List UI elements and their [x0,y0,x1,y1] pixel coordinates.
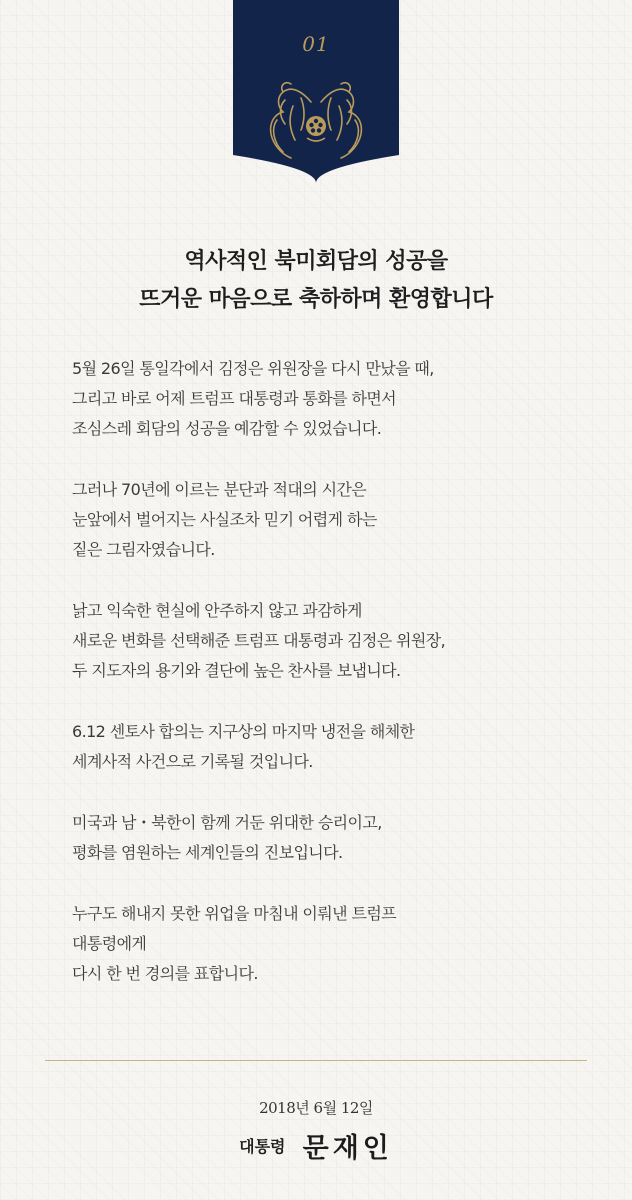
body-line: 세계사적 사건으로 기록될 것입니다. [72,752,313,771]
body-line: 새로운 변화를 선택해준 트럼프 대통령과 김정은 위원장, [72,631,446,650]
headline-line-1: 역사적인 북미회담의 성공을 [184,249,448,274]
body-line: 누구도 해내지 못한 위업을 마침내 이뤄낸 트럼프 [72,904,397,923]
body-line: 두 지도자의 용기와 결단에 높은 찬사를 보냅니다. [72,661,401,680]
signature-block [0,1126,632,1165]
gold-divider [45,1060,587,1061]
body-line: 5월 26일 통일각에서 김정은 위원장을 다시 만났을 때, [72,359,434,378]
paragraph-2 [72,475,592,565]
signature-date: 2018년 6월 12일 [259,1099,373,1117]
body-line: 평화를 염원하는 세계인들의 진보입니다. [72,843,343,862]
paragraph-1 [72,354,592,444]
headline [0,243,632,319]
paragraph-4 [72,717,592,777]
paragraph-6 [72,899,592,989]
section-number: 01 [302,32,330,56]
body-line: 그러나 70년에 이르는 분단과 적대의 시간은 [72,480,367,499]
phoenix-emblem-icon [261,72,371,162]
signer-title: 대통령 [239,1137,286,1156]
body-line: 그리고 바로 어제 트럼프 대통령과 통화를 하면서 [72,389,397,408]
message-body [72,354,592,1020]
paragraph-5 [72,808,592,868]
body-line: 눈앞에서 벌어지는 사실조차 믿기 어렵게 하는 [72,510,377,529]
body-line: 6.12 센토사 합의는 지구상의 마지막 냉전을 해체한 [72,722,415,741]
headline-line-2: 뜨거운 마음으로 축하하며 환영합니다 [139,287,493,312]
paragraph-3 [72,596,592,686]
header-banner [233,0,399,183]
body-line: 낡고 익숙한 현실에 안주하지 않고 과감하게 [72,601,362,620]
body-line: 미국과 남・북한이 함께 거둔 위대한 승리이고, [72,813,382,832]
body-line: 조심스레 회담의 성공을 예감할 수 있었습니다. [72,419,382,438]
body-line: 다시 한 번 경의를 표합니다. [72,964,258,983]
body-line: 대통령에게 [72,934,147,953]
body-line: 짙은 그림자였습니다. [72,540,215,559]
signer-name: 문재인 [302,1133,393,1164]
